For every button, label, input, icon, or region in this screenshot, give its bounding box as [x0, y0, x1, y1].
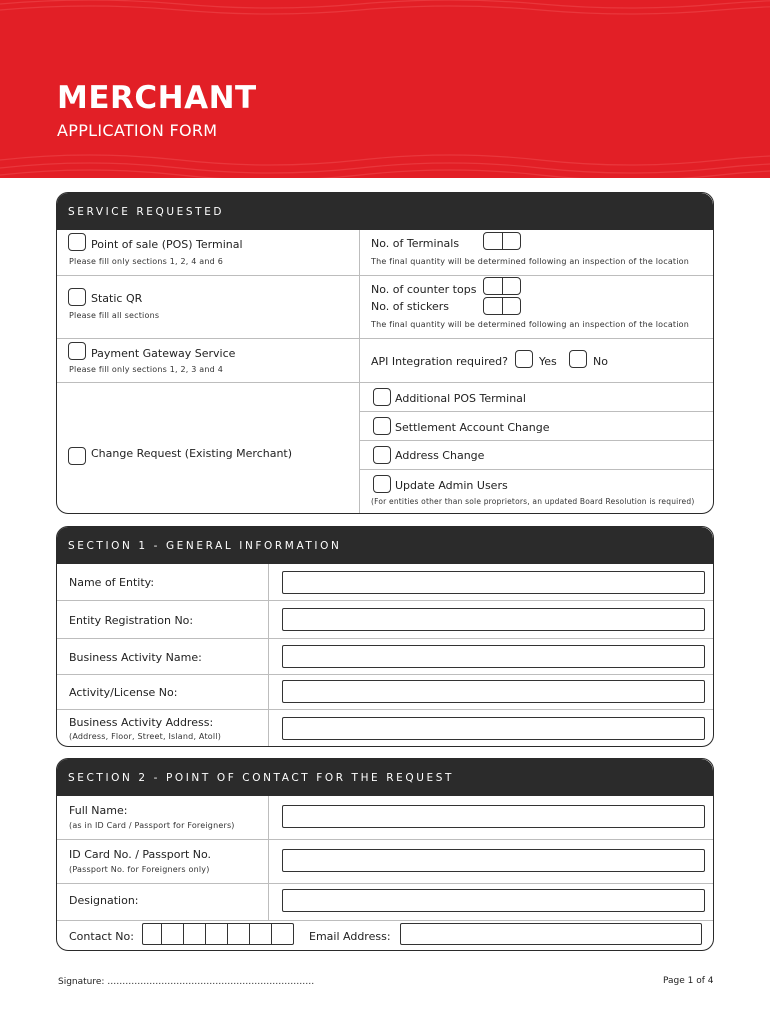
pos-terminal-label: Point of sale (POS) Terminal	[91, 238, 243, 251]
payment-gateway-checkbox[interactable]	[68, 342, 86, 360]
business-activity-name-field[interactable]	[282, 645, 705, 668]
entity-registration-label: Entity Registration No:	[69, 614, 194, 627]
section1-panel	[56, 526, 714, 747]
row-divider	[359, 440, 714, 441]
api-no-label: No	[593, 355, 608, 368]
row-divider	[359, 469, 714, 470]
contact-no-digit-dividers	[142, 923, 294, 945]
pos-terminal-note: Please fill only sections 1, 2, 4 and 6	[69, 257, 223, 266]
row-divider	[57, 600, 714, 601]
entity-name-label: Name of Entity:	[69, 576, 155, 589]
header-banner	[0, 0, 770, 178]
business-address-sublabel: (Address, Floor, Street, Island, Atoll)	[69, 732, 222, 741]
page-subtitle: APPLICATION FORM	[57, 121, 218, 140]
row-divider	[57, 275, 714, 276]
api-no-checkbox[interactable]	[569, 350, 587, 368]
additional-pos-checkbox[interactable]	[373, 388, 391, 406]
page-title: MERCHANT	[57, 80, 257, 116]
counter-tops-qty-input[interactable]	[483, 277, 521, 295]
stickers-qty-input[interactable]	[483, 297, 521, 315]
api-integration-label: API Integration required?	[371, 355, 508, 368]
settlement-account-label: Settlement Account Change	[395, 421, 550, 434]
designation-field[interactable]	[282, 889, 705, 912]
row-divider	[359, 411, 714, 412]
service-requested-heading: SERVICE REQUESTED	[57, 193, 713, 230]
row-divider	[57, 883, 714, 884]
change-request-label: Change Request (Existing Merchant)	[91, 447, 293, 460]
update-admin-checkbox[interactable]	[373, 475, 391, 493]
entity-registration-field[interactable]	[282, 608, 705, 631]
row-divider	[57, 839, 714, 840]
stickers-label: No. of stickers	[371, 300, 450, 313]
full-name-label: Full Name:	[69, 804, 128, 817]
row-divider	[57, 709, 714, 710]
column-divider	[359, 230, 360, 514]
page-number: Page 1 of 4	[663, 976, 714, 986]
static-qr-label: Static QR	[91, 292, 143, 305]
column-divider	[268, 564, 269, 747]
full-name-sublabel: (as in ID Card / Passport for Foreigners)	[69, 821, 235, 830]
contact-no-label: Contact No:	[69, 930, 134, 943]
row-divider	[57, 338, 714, 339]
api-yes-label: Yes	[539, 355, 557, 368]
designation-label: Designation:	[69, 894, 139, 907]
business-address-label: Business Activity Address:	[69, 716, 214, 729]
entity-name-field[interactable]	[282, 571, 705, 594]
change-request-checkbox[interactable]	[68, 447, 86, 465]
activity-license-field[interactable]	[282, 680, 705, 703]
update-admin-label: Update Admin Users	[395, 479, 508, 492]
terminals-label: No. of Terminals	[371, 237, 460, 250]
id-card-sublabel: (Passport No. for Foreigners only)	[69, 865, 210, 874]
full-name-field[interactable]	[282, 805, 705, 828]
terminals-qty-input[interactable]	[483, 232, 521, 250]
signature-line: Signature: ……………………………………………………………	[58, 977, 315, 987]
row-divider	[57, 674, 714, 675]
business-address-field[interactable]	[282, 717, 705, 740]
settlement-account-checkbox[interactable]	[373, 417, 391, 435]
payment-gateway-note: Please fill only sections 1, 2, 3 and 4	[69, 365, 223, 374]
section1-heading: SECTION 1 - GENERAL INFORMATION	[57, 527, 713, 564]
section2-heading: SECTION 2 - POINT OF CONTACT FOR THE REQUEST	[57, 759, 713, 796]
id-card-field[interactable]	[282, 849, 705, 872]
board-resolution-note: (For entities other than sole proprietors, an updated Board Resolution is required)	[371, 497, 695, 506]
service-requested-panel	[56, 192, 714, 514]
additional-pos-label: Additional POS Terminal	[395, 392, 526, 405]
address-change-label: Address Change	[395, 449, 485, 462]
row-divider	[57, 382, 714, 383]
counter-tops-label: No. of counter tops	[371, 283, 477, 296]
business-activity-name-label: Business Activity Name:	[69, 651, 202, 664]
payment-gateway-label: Payment Gateway Service	[91, 347, 236, 360]
api-yes-checkbox[interactable]	[515, 350, 533, 368]
static-qr-qty-note: The final quantity will be determined following an inspection of the location	[371, 320, 690, 329]
address-change-checkbox[interactable]	[373, 446, 391, 464]
id-card-label: ID Card No. / Passport No.	[69, 848, 212, 861]
row-divider	[57, 638, 714, 639]
column-divider	[268, 796, 269, 921]
email-label: Email Address:	[309, 930, 391, 943]
activity-license-label: Activity/License No:	[69, 686, 178, 699]
email-field[interactable]	[400, 923, 702, 945]
section2-panel	[56, 758, 714, 951]
static-qr-checkbox[interactable]	[68, 288, 86, 306]
static-qr-note: Please fill all sections	[69, 311, 160, 320]
pos-terminal-checkbox[interactable]	[68, 233, 86, 251]
row-divider	[57, 920, 714, 921]
terminals-qty-note: The final quantity will be determined following an inspection of the location	[371, 257, 690, 266]
